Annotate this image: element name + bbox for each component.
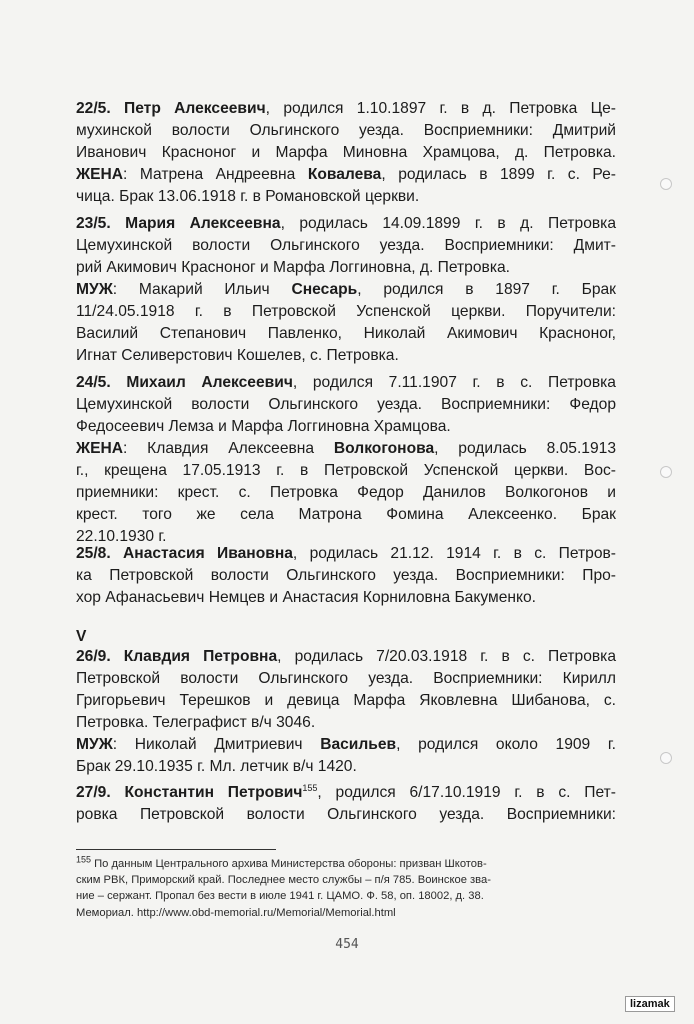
- footnote-line: $^{155}$ По данным Центрального архива Министерства обороны: призван Шкотов-: [76, 854, 487, 870]
- spouse-surname: Васильев: [320, 736, 397, 753]
- entry-line: крест. того же села Матрона Фомина Алексеенко. Брак: [76, 506, 616, 523]
- entry-line: Петровка. Телеграфист в/ч 3046.: [76, 714, 316, 731]
- entry-line: Петровской волости Ольгинского уезда. Восприемники: Кирилл: [76, 670, 616, 687]
- entry-line: 11/24.05.1918 г. в Петровской Успенской церкви. Поручители:: [76, 303, 616, 320]
- entry-line: Иванович Красноног и Марфа Миновна Храмцова, д. Петровка.: [76, 144, 616, 161]
- entry-line: 22/5. Петр Алексеевич, родился 1.10.1897 г. в д. Петровка Це-: [76, 100, 616, 117]
- entry-heading: 24/5. Михаил Алексеевич: [76, 374, 293, 391]
- spouse-label: МУЖ: [76, 736, 113, 753]
- watermark-label: lizamak: [625, 996, 675, 1012]
- footnote-line: ние – сержант. Пропал без вести в июле 1941 г. ЦАМО. Ф. 58, оп. 18002, д. 38.: [76, 890, 484, 903]
- entry-26-9: [76, 646, 616, 778]
- entry-line: чица. Брак 13.06.1918 г. в Романовской церкви.: [76, 188, 420, 205]
- entry-heading: 25/8. Анастасия Ивановна: [76, 545, 293, 562]
- spouse-label: ЖЕНА: [76, 440, 124, 457]
- entry-27-9: [76, 782, 616, 826]
- footnote: [76, 856, 616, 921]
- entry-line: Цемухинской волости Ольгинского уезда. Восприемники: Дмит-: [76, 237, 616, 254]
- entry-24-5: [76, 372, 616, 548]
- entry-heading: 26/9. Клавдия Петровна: [76, 648, 278, 665]
- footnote-divider: [76, 849, 276, 850]
- entry-line: ровка Петровской волости Ольгинского уезда. Восприемники:: [76, 806, 616, 823]
- entry-heading: 23/5. Мария Алексеевна: [76, 215, 281, 232]
- entry-line: мухинской волости Ольгинского уезда. Восприемники: Дмитрий: [76, 122, 616, 139]
- entry-22-5: [76, 98, 616, 208]
- footnote-line: ским РВК, Приморский край. Последнее место службы – п/я 785. Воинское зва-: [76, 874, 491, 887]
- entry-line: рий Акимович Красноног и Марфа Логгиновна, д. Петровка.: [76, 259, 510, 276]
- entry-line: 27/9. Константин Петрович$^{155}$, родился 6/17.10.1919 г. в с. Пет-: [76, 782, 616, 801]
- entry-line: ка Петровской волости Ольгинского уезда. Восприемники: Про-: [76, 567, 616, 584]
- spouse-label: ЖЕНА: [76, 166, 124, 183]
- footnote-number: 155: [76, 854, 92, 865]
- entry-line: 23/5. Мария Алексеевна, родилась 14.09.1899 г. в д. Петровка: [76, 215, 616, 232]
- spouse-surname: Снесарь: [291, 281, 358, 298]
- entry-line: Василий Степанович Павленко, Николай Акимович Красноног,: [76, 325, 616, 342]
- entry-line: ЖЕНА: Клавдия Алексеевна Волкогонова, родилась 8.05.1913: [76, 440, 616, 457]
- entry-line: 24/5. Михаил Алексеевич, родился 7.11.1907 г. в с. Петровка: [76, 374, 616, 391]
- entry-line: г., крещена 17.05.1913 г. в Петровской Успенской церкви. Вос-: [76, 462, 616, 479]
- entry-23-5: [76, 213, 616, 367]
- spouse-surname: Ковалева: [307, 166, 382, 183]
- entry-line: 22.10.1930 г.: [76, 528, 167, 545]
- entry-line: Григорьевич Терешков и девица Марфа Яковлевна Шибанова, с.: [76, 692, 616, 709]
- footnote-ref[interactable]: 155: [302, 782, 318, 793]
- entry-line: МУЖ: Макарий Ильич Снесарь, родился в 1897 г. Брак: [76, 281, 616, 298]
- entry-line: Брак 29.10.1935 г. Мл. летчик в/ч 1420.: [76, 758, 357, 775]
- binder-hole-icon: [660, 466, 672, 478]
- footnote-line: Мемориал. http://www.obd-memorial.ru/Memorial/Memorial.html: [76, 906, 396, 919]
- entry-line: приемники: крест. с. Петровка Федор Данилов Волкогонов и: [76, 484, 616, 501]
- entry-line: 25/8. Анастасия Ивановна, родилась 21.12. 1914 г. в с. Петров-: [76, 545, 616, 562]
- page-number: 454: [335, 937, 359, 952]
- section-mark: V: [76, 628, 87, 645]
- entry-line: Цемухинской волости Ольгинского уезда. Восприемники: Федор: [76, 396, 616, 413]
- spouse-label: МУЖ: [76, 281, 113, 298]
- entry-heading: 22/5. Петр Алексеевич: [76, 100, 266, 117]
- binder-hole-icon: [660, 752, 672, 764]
- entry-line: 26/9. Клавдия Петровна, родилась 7/20.03.1918 г. в с. Петровка: [76, 648, 617, 665]
- entry-heading: 27/9. Константин Петрович: [76, 784, 303, 801]
- binder-hole-icon: [660, 178, 672, 190]
- spouse-surname: Волкогонова: [333, 440, 435, 457]
- entry-line: Игнат Селиверстович Кошелев, с. Петровка.: [76, 347, 399, 364]
- entry-line: МУЖ: Николай Дмитриевич Васильев, родился около 1909 г.: [76, 736, 616, 753]
- entry-line: ЖЕНА: Матрена Андреевна Ковалева, родилась в 1899 г. с. Ре-: [76, 166, 616, 183]
- entry-line: хор Афанасьевич Немцев и Анастасия Корниловна Бакуменко.: [76, 589, 536, 606]
- entry-25-8: [76, 543, 616, 609]
- entry-line: Федосеевич Лемза и Марфа Логгиновна Храмцова.: [76, 418, 451, 435]
